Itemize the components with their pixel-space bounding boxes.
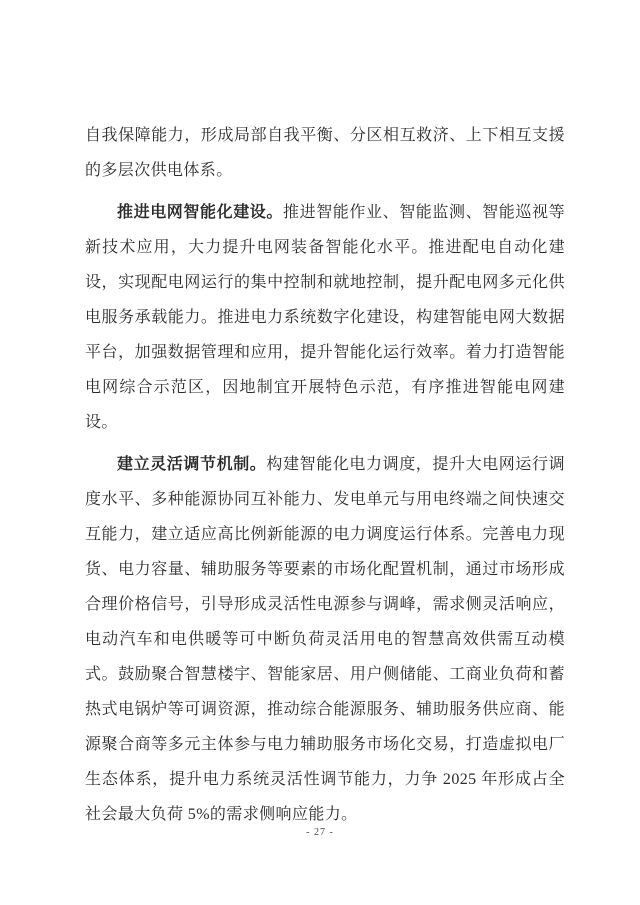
- paragraph-grid-intelligence: [85, 195, 565, 440]
- paragraph-text: 构建智能化电力调度，提升大电网运行调度水平、多种能源协同互补能力、发电单元与用电终端之间快速交互能力，建立适应高比例新能源的电力调度运行体系。完善电力现货、电力容量、辅助服务等要素的市场化配置机制，通过市场形成合理价格信号，引导形成灵活性电源参与调峰，需求侧灵活响应，电动汽车和电供暖等可中断负荷灵活用电的智慧高效供需互动模式。鼓励聚合智慧楼宇、智能家居、用户侧储能、工商业负荷和蓄热式电锅炉等可调资源，推动综合能源服务、辅助服务供应商、能源聚合商等多元主体参与电力辅助服务市场化交易，打造虚拟电厂生态体系，提升电力系统灵活性调节能力，力争 2025 年形成占全社会最大负荷 5%的需求侧响应能力。: [85, 456, 565, 823]
- page-number: - 27 -: [306, 827, 334, 838]
- paragraph-lead: 建立灵活调节机制。: [117, 456, 267, 473]
- paragraph-text: 推进智能作业、智能监测、智能巡视等新技术应用，大力提升电网装备智能化水平。推进配电自动化建设，实现配电网运行的集中控制和就地控制，提升配电网多元化供电服务承载能力。推进电力系统数字化建设，构建智能电网大数据平台，加强数据管理和应用，提升智能化运行效率。着力打造智能电网综合示范区，因地制宜开展特色示范，有序推进智能电网建设。: [85, 204, 565, 431]
- page-footer: [0, 822, 640, 840]
- paragraph-text: 自我保障能力，形成局部自我平衡、分区相互救济、上下相互支援的多层次供电体系。: [85, 127, 565, 179]
- paragraph-lead: 推进电网智能化建设。: [117, 204, 283, 221]
- page-content: [85, 118, 565, 839]
- paragraph-continuation: [85, 118, 565, 188]
- paragraph-flexible-regulation: [85, 447, 565, 832]
